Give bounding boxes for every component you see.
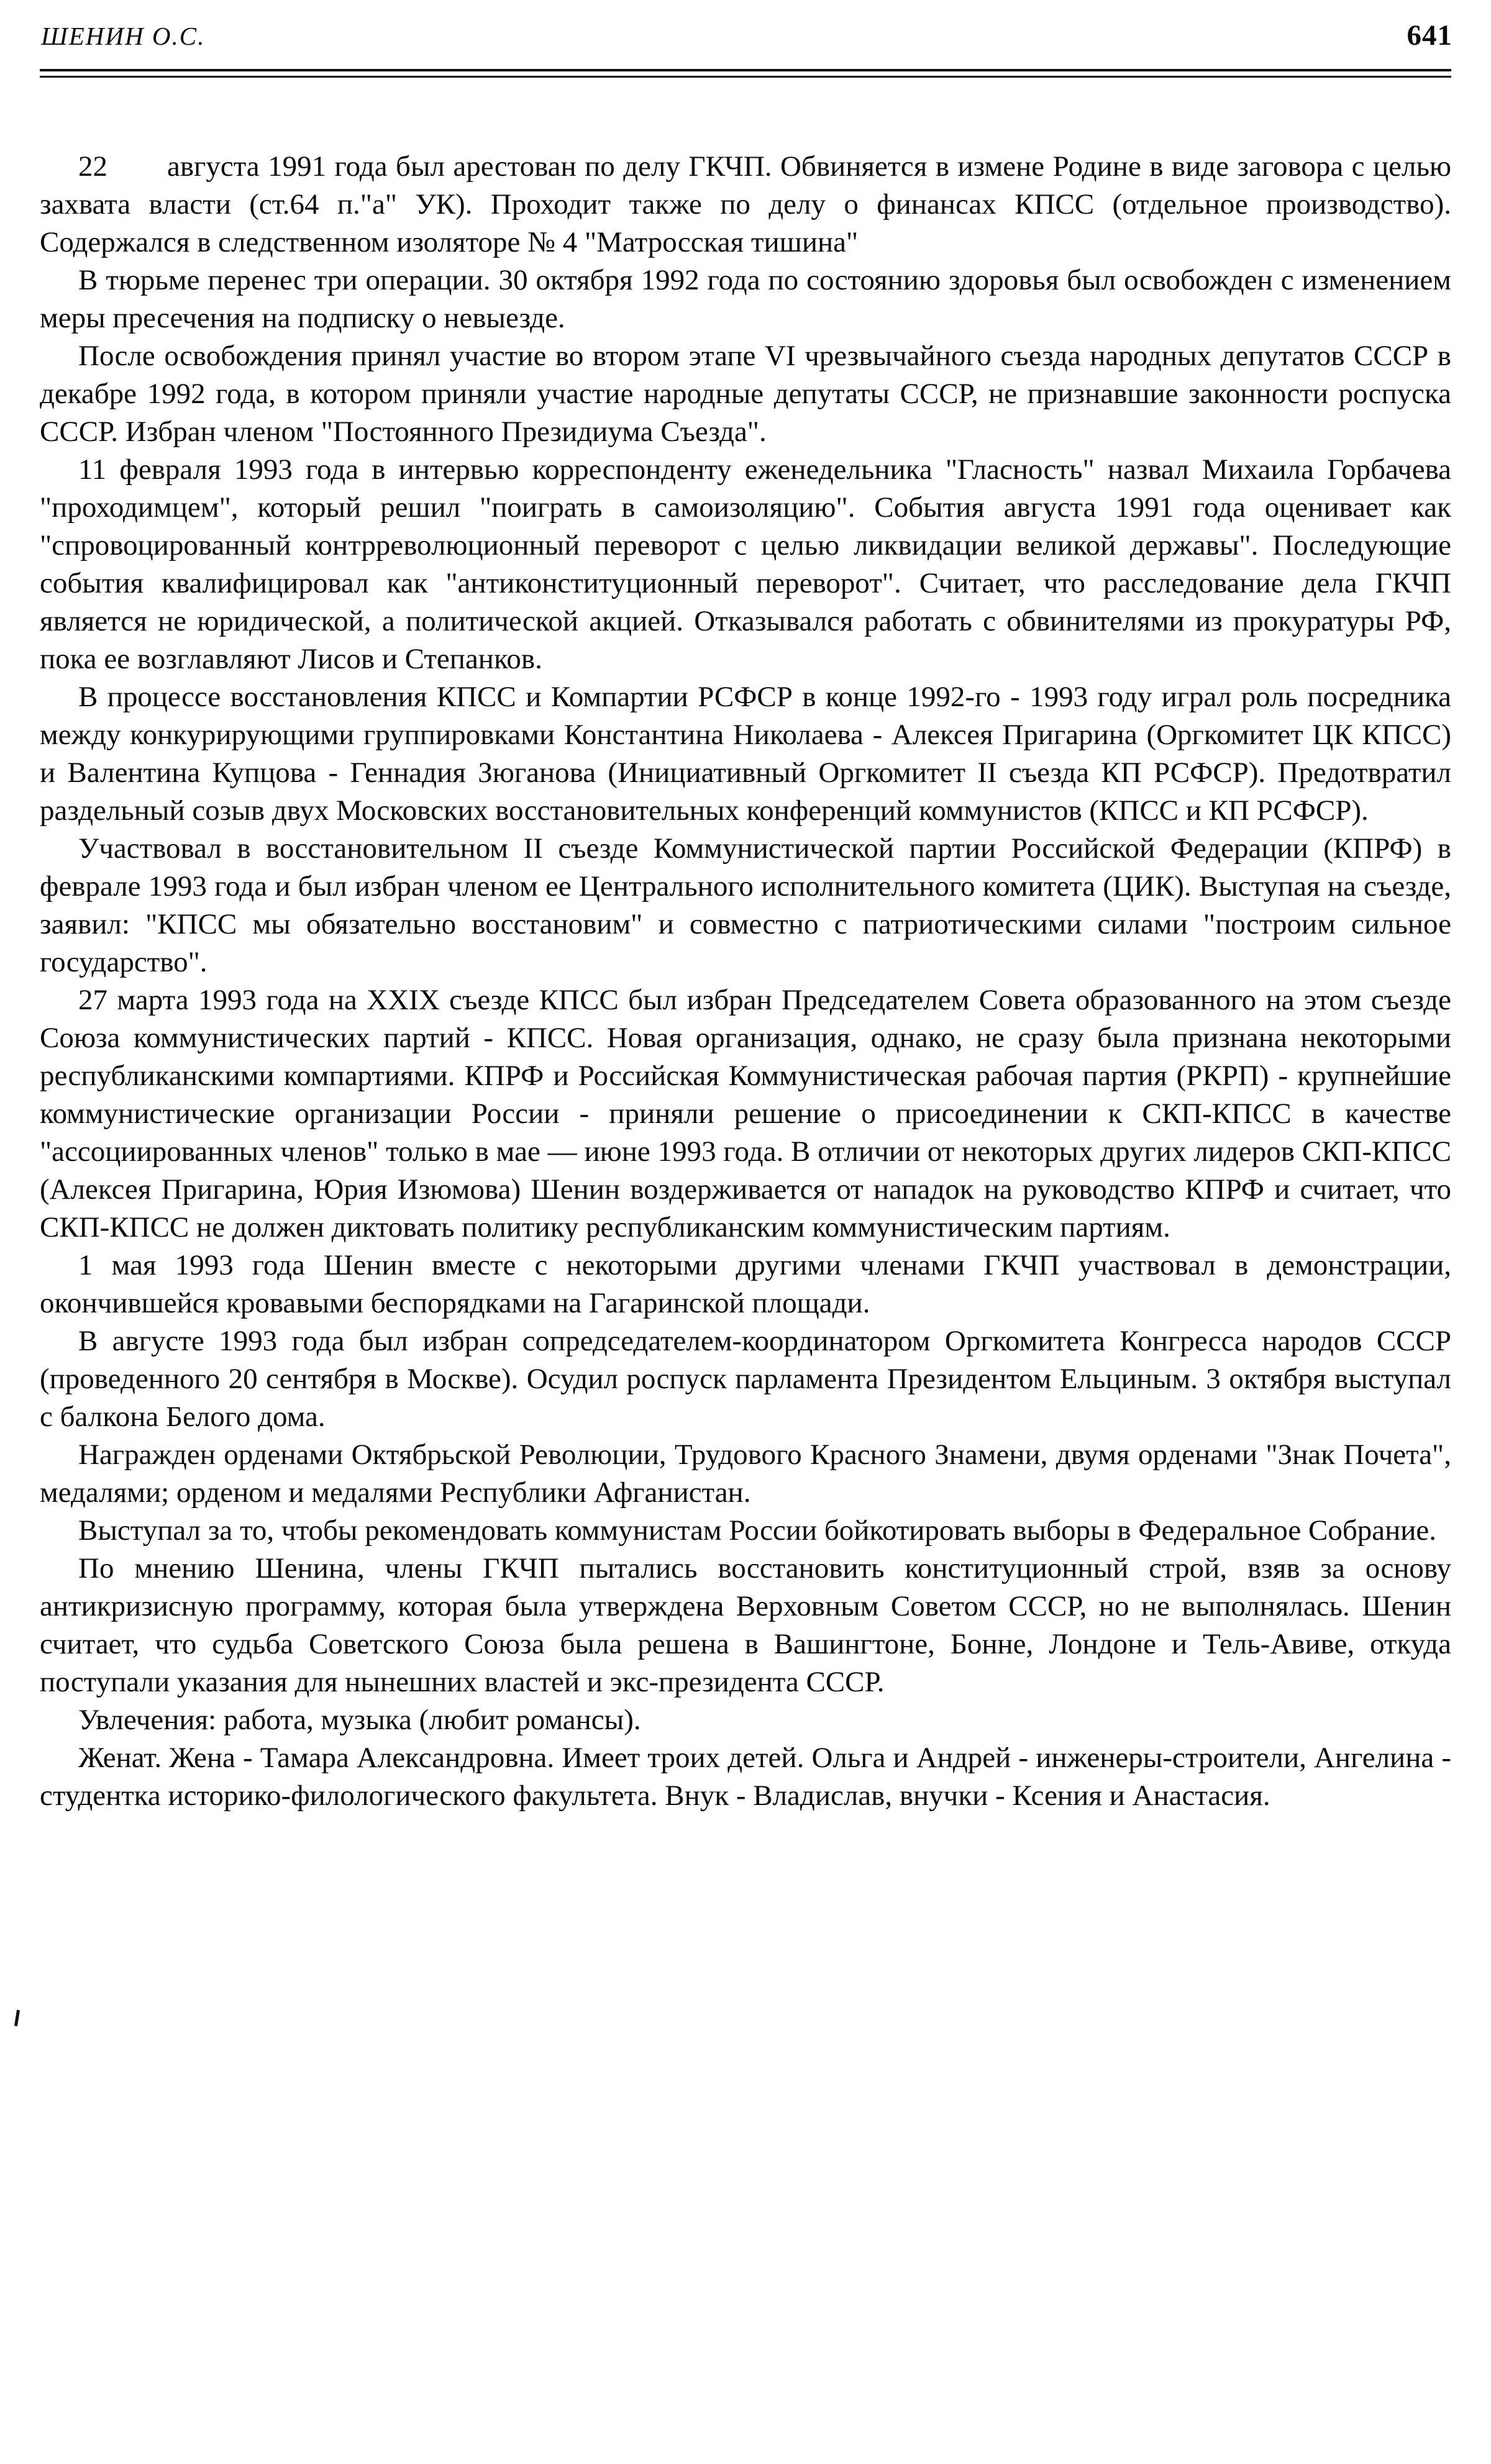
running-title: ШЕНИН О.С. <box>41 22 206 50</box>
paragraph-gkchp-opinion: По мнению Шенина, члены ГКЧП пытались восстановить конституционный строй, взяв за основу антикризисную программу, которая была утверждена Верховным Советом СССР, но не выполнялась. Шенин считает, что судьба Советского Союза была решена в Вашингтоне, Бонне, Лондоне и Тель-Авиве, откуда поступали указания для нынешних властей и экс-президента СССР. <box>40 1552 1451 1698</box>
paragraph-congress-deputies: После освобождения принял участие во втором этапе VI чрезвычайного съезда народных депутатов СССР в декабре 1992 года, в котором приняли участие народные депутаты СССР, не признавшие законности роспуска СССР. Избран членом "Постоянного Президиума Съезда". <box>40 340 1451 448</box>
page-header <box>41 19 1452 52</box>
article-text <box>40 148 1451 1815</box>
scan-artifact <box>14 2010 20 2026</box>
header-divider-rule <box>40 69 1451 78</box>
paragraph-boycott-elections: Выступал за то, чтобы рекомендовать коммунистам России бойкотировать выборы в Федеральное Собрание. <box>78 1514 1437 1547</box>
paragraph-lead-number: 22 <box>78 150 107 183</box>
paragraph-may-demonstration: 1 мая 1993 года Шенин вместе с некоторыми другими членами ГКЧП участвовал в демонстрации, окончившейся кровавыми беспорядками на Гагаринской площади. <box>40 1249 1451 1319</box>
page-number: 641 <box>1407 19 1452 52</box>
paragraph-awards: Награжден орденами Октябрьской Революции, Трудового Красного Знамени, двумя орденами "Знак Почета", медалями; орденом и медалями Республики Афганистан. <box>40 1439 1451 1509</box>
paragraph-kprf-congress: Участвовал в восстановительном II съезде Коммунистической партии Российской Федерации (КПРФ) в феврале 1993 года и был избран членом ее Центрального исполнительного комитета (ЦИК). Выступая на съезде, заявил: "КПСС мы обязательно восстановим" и совместно с патриотическими силами "построим сильное государство". <box>40 832 1451 978</box>
paragraph-congress-of-peoples: В августе 1993 года был избран сопредседателем-координатором Оргкомитета Конгресса народов СССР (проведенного 20 сентября в Москве). Осудил роспуск парламента Президентом Ельциным. 3 октября выступал с балкона Белого дома. <box>40 1325 1451 1433</box>
paragraph-kpss-restoration: В процессе восстановления КПСС и Компартии РСФСР в конце 1992-го - 1993 году играл роль посредника между конкурирующими группировками Константина Николаева - Алексея Пригарина (Оргкомитет ЦК КПСС) и Валентина Купцова - Геннадия Зюганова (Инициативный Оргкомитет II съезда КП РСФСР). Предотвратил раздельный созыв двух Московских восстановительных конференций коммунистов (КПСС и КП РСФСР). <box>40 681 1451 827</box>
paragraph-hobbies: Увлечения: работа, музыка (любит романсы). <box>78 1704 641 1736</box>
paragraph-prison: В тюрьме перенес три операции. 30 октября 1992 года по состоянию здоровья был освобожден с изменением меры пресечения на подписку о невыезде. <box>40 264 1451 334</box>
paragraph-skp-kpss: 27 марта 1993 года на XXIX съезде КПСС был избран Председателем Совета образованного на этом съезде Союза коммунистических партий - КПСС. Новая организация, однако, не сразу была признана некоторыми республиканскими компартиями. КПРФ и Российская Коммунистическая рабочая партия (РКРП) - крупнейшие коммунистические организации России - приняли решение о присоединении к СКП-КПСС в качестве "ассоциированных членов" только в мае — июне 1993 года. В отличии от некоторых других лидеров СКП-КПСС (Алексея Пригарина, Юрия Изюмова) Шенин воздерживается от нападок на руководство КПРФ и считает, что СКП-КПСС не должен диктовать политику республиканским коммунистическим партиям. <box>40 984 1451 1243</box>
paragraph-arrest <box>40 148 1451 261</box>
paragraph-family: Женат. Жена - Тамара Александровна. Имеет троих детей. Ольга и Андрей - инженеры-строители, Ангелина - студентка историко-филологического факультета. Внук - Владислав, внучки - Ксения и Анастасия. <box>40 1742 1451 1812</box>
paragraph-glasnost-interview: 11 февраля 1993 года в интервью корреспонденту еженедельника "Гласность" назвал Михаила Горбачева "проходимцем", который решил "поиграть в самоизоляцию". События августа 1991 года оценивает как "спровоцированный контрреволюционный переворот с целью ликвидации великой державы". Последующие события квалифицировал как "антиконституционный переворот". Считает, что расследование дела ГКЧП является не юридической, а политической акцией. Отказывался работать с обвинителями из прокуратуры РФ, пока ее возглавляют Лисов и Степанков. <box>40 453 1451 675</box>
paragraph-text: августа 1991 года был арестован по делу ГКЧП. Обвиняется в измене Родине в виде заговора с целью захвата власти (ст.64 п."а" УК). Проходит также по делу о финансах КПСС (отдельное производство). Содержался в следственном изоляторе № 4 "Матросская тишина" <box>40 150 1451 258</box>
